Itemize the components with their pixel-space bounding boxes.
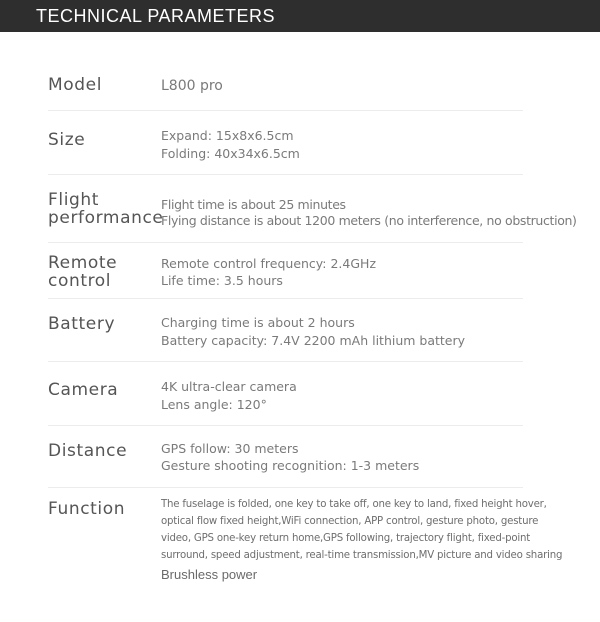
function-line-2: optical flow fixed height,WiFi connection, APP control, gesture photo, gesture xyxy=(161,516,539,527)
size-expand-value: Expand: 15x8x6.5cm xyxy=(161,128,294,143)
battery-capacity-value: Battery capacity: 7.4V 2200 mAh lithium battery xyxy=(161,333,466,348)
function-label: Function xyxy=(48,499,126,519)
size-folding-value: Folding: 40x34x6.5cm xyxy=(161,146,300,161)
divider xyxy=(48,298,523,299)
remote-control-label-line-1: Remote xyxy=(48,253,118,273)
size-label: Size xyxy=(48,130,86,150)
gesture-recognition-value: Gesture shooting recognition: 1-3 meters xyxy=(161,458,420,473)
divider xyxy=(48,361,523,362)
gps-follow-value: GPS follow: 30 meters xyxy=(161,441,299,456)
camera-resolution-value: 4K ultra-clear camera xyxy=(161,379,297,394)
flight-performance-label-line-1: Flight xyxy=(48,190,100,210)
flying-distance-value: Flying distance is about 1200 meters (no interference, no obstruction) xyxy=(161,213,577,228)
charging-time-value: Charging time is about 2 hours xyxy=(161,315,355,330)
model-label: Model xyxy=(48,75,103,95)
remote-control-label-line-2: control xyxy=(48,271,112,291)
distance-label: Distance xyxy=(48,441,128,461)
life-time-value: Life time: 3.5 hours xyxy=(161,273,283,288)
brushless-power-value: Brushless power xyxy=(161,567,258,582)
camera-label: Camera xyxy=(48,380,119,400)
divider xyxy=(48,242,523,243)
function-line-1: The fuselage is folded, one key to take off, one key to land, fixed height hover, xyxy=(161,499,547,510)
flight-time-value: Flight time is about 25 minutes xyxy=(161,197,346,212)
battery-label: Battery xyxy=(48,314,116,334)
header-title: TECHNICAL PARAMETERS xyxy=(36,6,276,26)
function-line-4: surround, speed adjustment, real-time transmission,MV picture and video sharing xyxy=(161,550,563,561)
divider xyxy=(48,425,523,426)
function-line-3: video, GPS one-key return home,GPS following, trajectory flight, fixed-point xyxy=(161,533,531,544)
lens-angle-value: Lens angle: 120° xyxy=(161,397,267,412)
flight-performance-label-line-2: performance xyxy=(48,208,164,228)
section-header xyxy=(0,0,600,32)
model-value: L800 pro xyxy=(161,78,223,94)
divider xyxy=(48,487,523,488)
remote-frequency-value: Remote control frequency: 2.4GHz xyxy=(161,256,377,271)
divider xyxy=(48,110,523,111)
divider xyxy=(48,174,523,175)
